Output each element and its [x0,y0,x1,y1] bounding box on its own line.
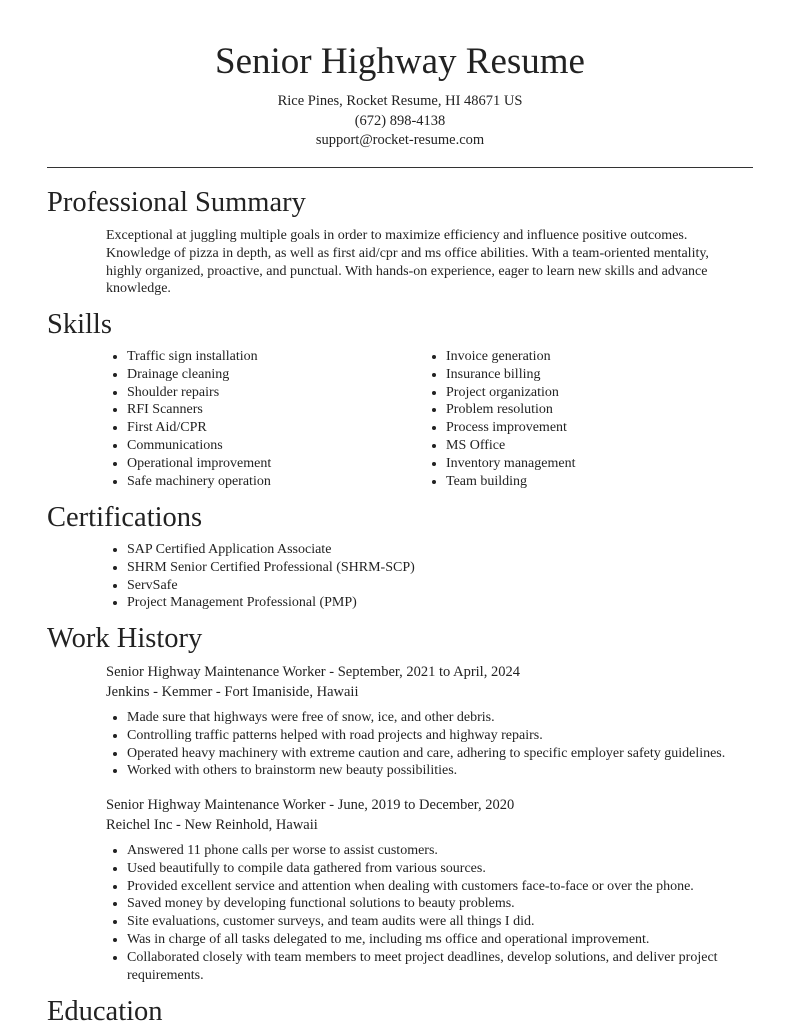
job-employer-location: Jenkins - Kemmer - Fort Imaniside, Hawaii [106,683,359,700]
summary-text: Exceptional at juggling multiple goals in order to maximize efficiency and influence positive outcomes. Knowledge of pizza in depth, as well as first aid/cpr and ms office abilities. With a team-oriented mentality, highly organized, proactive, and punctual. With hands-on experience, eager to learn new skills and advance knowledge. [106,228,709,297]
job-title-dates: Senior Highway Maintenance Worker - September, 2021 to April, 2024 [106,664,520,680]
certifications-heading: Certifications [47,502,203,533]
list-item: • Controlling traffic patterns helped with road projects and highway repairs. [127,727,787,745]
list-item: • Inventory management [446,455,746,473]
list-item: • Was in charge of all tasks delegated to me, including ms office and operational improvement. [127,931,787,949]
contact-block [0,92,800,151]
address: Rice Pines, Rocket Resume, HI 48671 US [277,93,523,109]
header-divider [47,167,753,168]
list-item: • Problem resolution [446,401,746,419]
list-item: • ServSafe [127,577,767,595]
job-title-dates: Senior Highway Maintenance Worker - June, 2019 to December, 2020 [106,797,515,813]
job-bullets [106,709,787,780]
list-item: • SAP Certified Application Associate [127,541,767,559]
list-item: • Team building [446,473,746,491]
list-item: • Drainage cleaning [127,366,427,384]
list-item: • Project organization [446,384,746,402]
education-heading: Education [47,996,163,1027]
skills-heading: Skills [47,309,112,340]
list-item: • Used beautifully to compile data gathered from various sources. [127,860,787,878]
list-item: • Traffic sign installation [127,348,427,366]
list-item: • Provided excellent service and attention when dealing with customers face-to-face or over the phone. [127,878,787,896]
job-header [106,796,756,835]
list-item: • First Aid/CPR [127,419,427,437]
certifications-list [106,541,767,612]
skills-list-left [106,348,427,490]
work-history-heading: Work History [47,623,203,654]
list-item: • Process improvement [446,419,746,437]
skills-list-right [425,348,746,490]
list-item: • Saved money by developing functional solutions to beauty problems. [127,895,787,913]
list-item: • RFI Scanners [127,401,427,419]
job-header [106,663,756,702]
list-item: • Insurance billing [446,366,746,384]
list-item: • Operated heavy machinery with extreme caution and care, adhering to specific employer safety guidelines. [127,745,787,763]
email: support@rocket-resume.com [315,132,485,148]
list-item: • MS Office [446,437,746,455]
job-bullets [106,842,787,984]
list-item: • Invoice generation [446,348,746,366]
summary-heading: Professional Summary [47,187,306,218]
list-item: • Collaborated closely with team members to meet project deadlines, develop solutions, and deliver project requirements. [127,949,787,985]
resume-header [0,0,800,151]
list-item: • Made sure that highways were free of snow, ice, and other debris. [127,709,787,727]
list-item: • Project Management Professional (PMP) [127,594,767,612]
list-item: • Shoulder repairs [127,384,427,402]
list-item: • Operational improvement [127,455,427,473]
list-item: • Communications [127,437,427,455]
list-item: • Safe machinery operation [127,473,427,491]
list-item: • Site evaluations, customer surveys, and team audits were all things I did. [127,913,787,931]
list-item: • Worked with others to brainstorm new beauty possibilities. [127,762,787,780]
list-item: • SHRM Senior Certified Professional (SHRM-SCP) [127,559,767,577]
job-employer-location: Reichel Inc - New Reinhold, Hawaii [106,816,318,833]
phone: (672) 898-4138 [354,112,446,129]
list-item: • Answered 11 phone calls per worse to assist customers. [127,842,787,860]
resume-title: Senior Highway Resume [215,41,585,82]
